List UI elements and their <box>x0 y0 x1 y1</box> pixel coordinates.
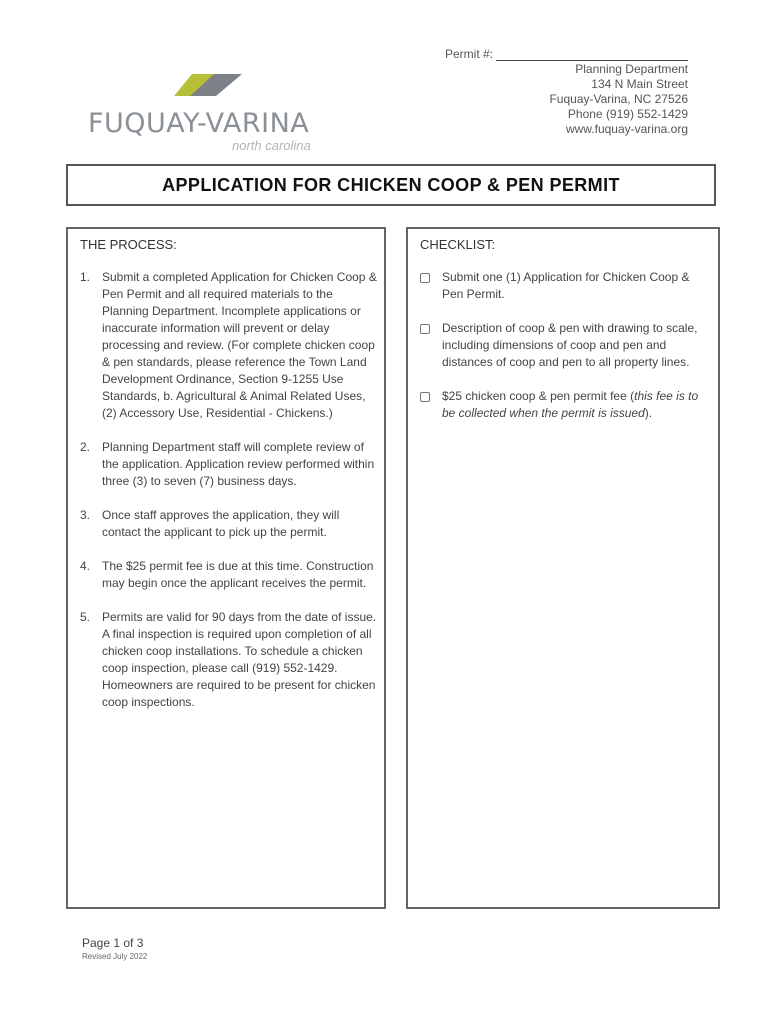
step-number: 2. <box>80 440 91 454</box>
checklist-items <box>420 269 712 439</box>
checkbox[interactable] <box>420 324 430 334</box>
checkbox[interactable] <box>420 392 430 402</box>
step-text: Once staff approves the application, they will contact the applicant to pick up the permit. <box>102 508 340 539</box>
logo-chevron-icon <box>174 70 244 100</box>
address-line: 134 N Main Street <box>591 77 688 91</box>
fee-note: this fee is to be collected when the permit is issued <box>442 389 699 420</box>
list-item <box>80 507 380 541</box>
permit-number-field[interactable] <box>496 48 688 61</box>
list-item <box>80 558 380 592</box>
logo-wordmark: FUQUAY-VARINA <box>88 108 310 139</box>
step-number: 1. <box>80 270 91 284</box>
fee-text-end: ). <box>644 406 653 420</box>
logo-tagline: north carolina <box>232 138 311 153</box>
page-number: Page 1 of 3 <box>82 936 144 950</box>
list-item <box>80 269 380 422</box>
checklist-text <box>442 388 712 422</box>
page-footer <box>82 936 147 961</box>
revision-date: Revised July 2022 <box>82 952 148 961</box>
permit-number-label: Permit #: <box>444 47 493 61</box>
checklist-text: Description of coop & pen with drawing to scale, including dimensions of coop and pen and distances of coop and pen to all property lines. <box>442 321 698 369</box>
step-text: Permits are valid for 90 days from the date of issue. A final inspection is required upon completion of all chicken coop installations. To schedule a chicken coop inspection, please call (919) 552-1429. Homeowners are required to be present for chicken coop inspections. <box>102 610 377 709</box>
checklist-heading: CHECKLIST: <box>420 237 496 252</box>
step-number: 4. <box>80 559 91 573</box>
address-line: Phone (919) 552-1429 <box>567 107 688 121</box>
address-line: Fuquay-Varina, NC 27526 <box>549 92 688 106</box>
checkbox[interactable] <box>420 273 430 283</box>
checklist-item <box>420 320 712 371</box>
process-steps <box>80 269 380 728</box>
address-line: www.fuquay-varina.org <box>565 122 688 136</box>
checklist-item <box>420 388 712 422</box>
checklist-panel <box>406 227 720 909</box>
list-item <box>80 609 380 711</box>
list-item <box>80 439 380 490</box>
step-text: The $25 permit fee is due at this time. Construction may begin once the applicant receives the permit. <box>102 559 374 590</box>
step-number: 3. <box>80 508 91 522</box>
checklist-item <box>420 269 712 303</box>
process-heading: THE PROCESS: <box>80 237 177 252</box>
page-title: APPLICATION FOR CHICKEN COOP & PEN PERMIT <box>162 174 620 195</box>
department-address <box>549 62 688 137</box>
step-text: Planning Department staff will complete review of the application. Application review performed within three (3) to seven (7) business days. <box>102 440 375 488</box>
permit-number-line <box>445 47 688 61</box>
process-panel <box>66 227 386 909</box>
checklist-text: Submit one (1) Application for Chicken Coop & Pen Permit. <box>442 270 690 301</box>
fee-text: $25 chicken coop & pen permit fee ( <box>442 389 635 403</box>
address-line: Planning Department <box>575 62 688 76</box>
title-box <box>66 164 716 206</box>
town-logo <box>88 66 328 156</box>
step-text: Submit a completed Application for Chicken Coop & Pen Permit and all required materials to the Planning Department. Incomplete applications or inaccurate information will prevent or delay processing and review. (For complete chicken coop & pen standards, please reference the Town Land Development Ordinance, Section 9-1255 Use Standards, b. Agricultural & Animal Related Uses, (2) Accessory Use, Residential - Chickens.) <box>102 270 377 420</box>
step-number: 5. <box>80 610 91 624</box>
